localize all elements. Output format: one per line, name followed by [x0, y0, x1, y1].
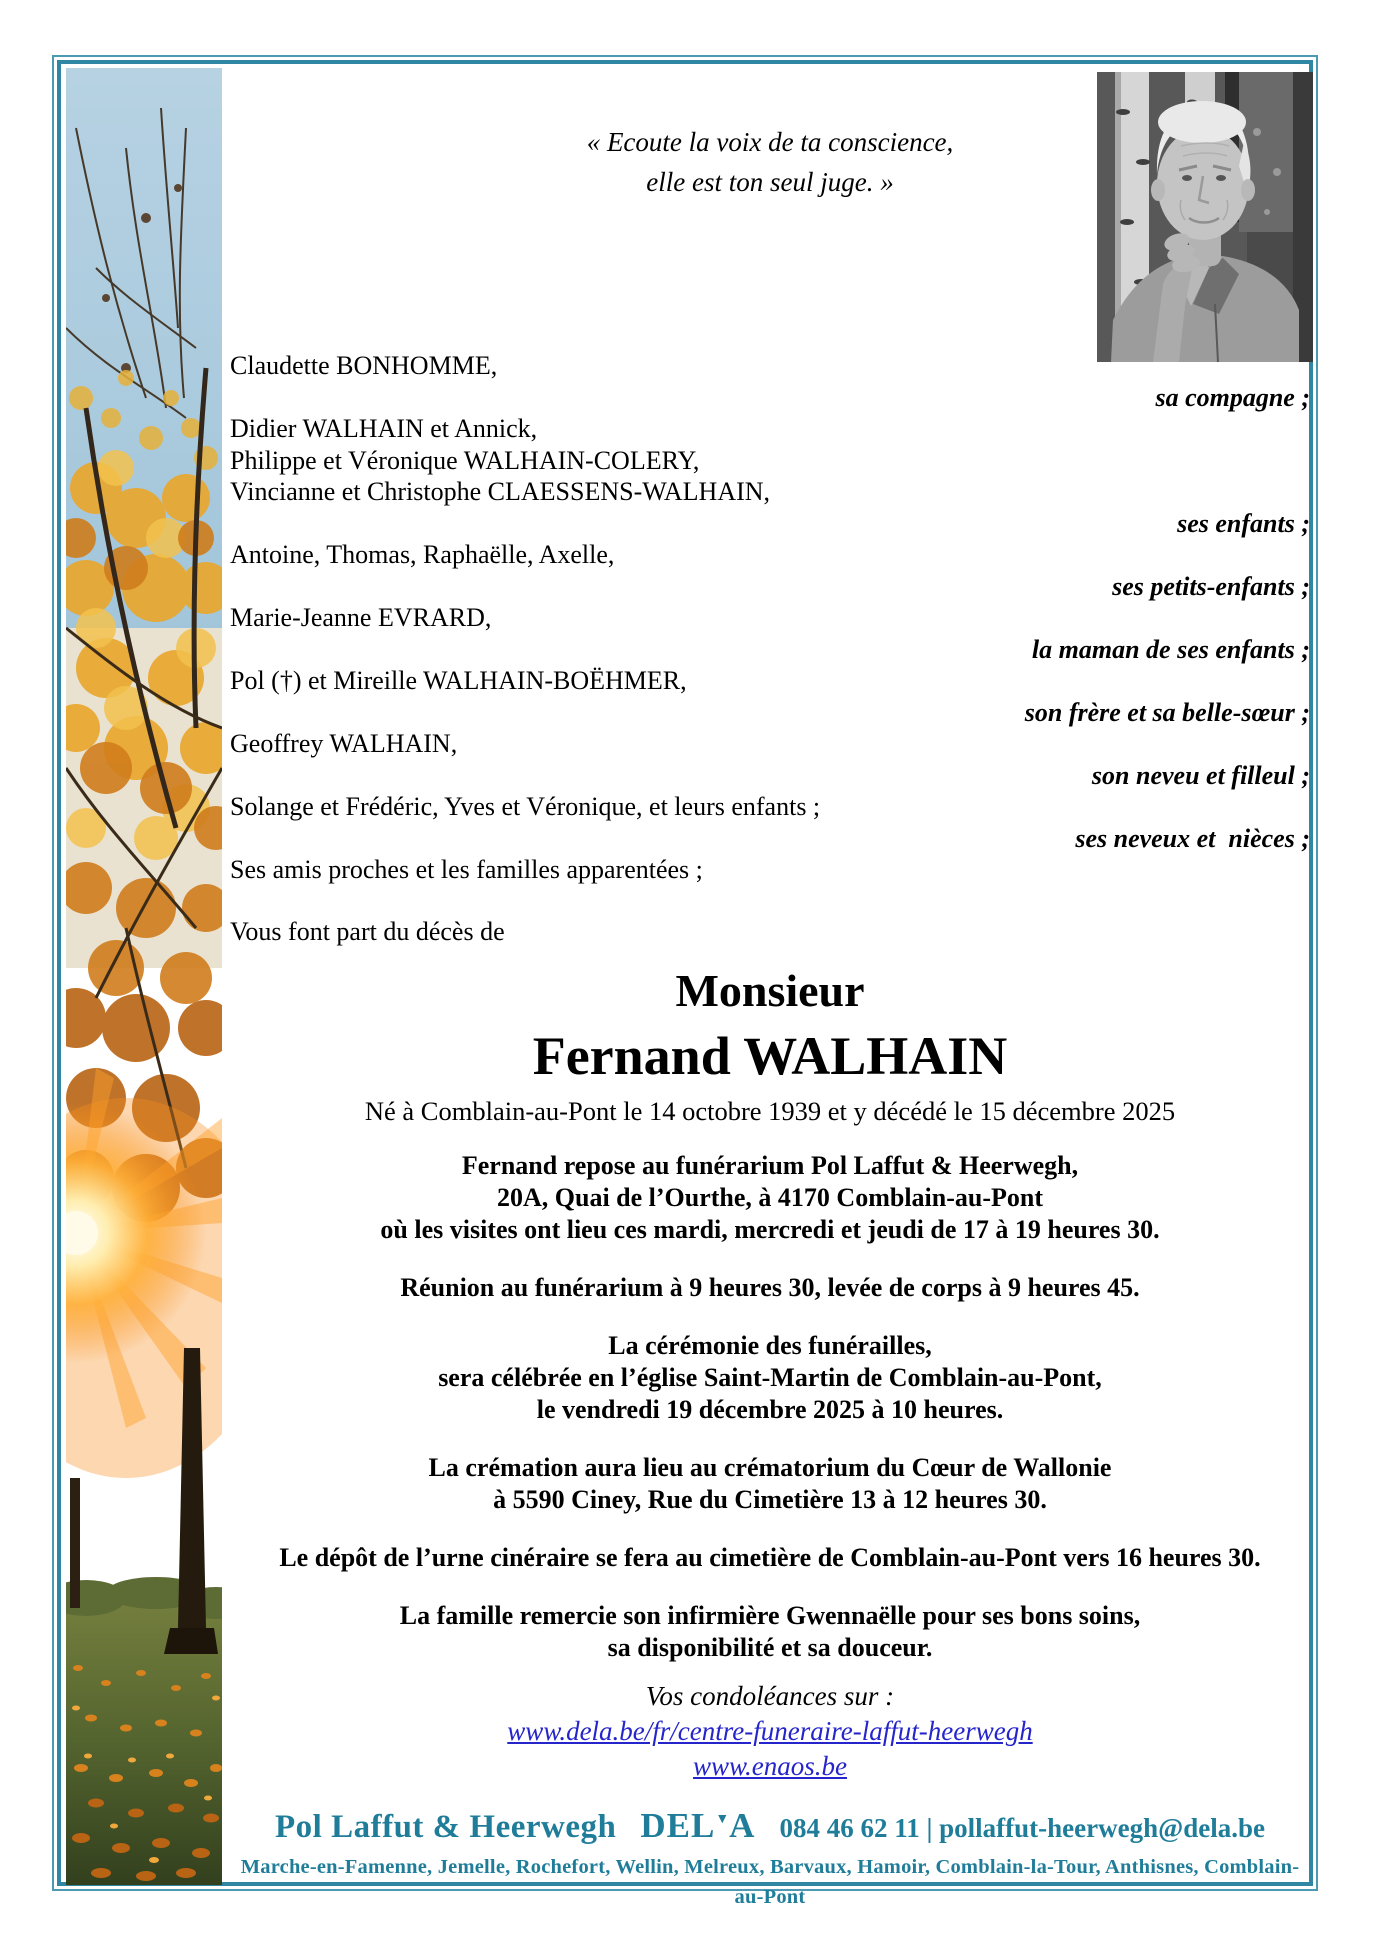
mourner-name: Marie-Jeanne EVRARD,	[230, 603, 492, 632]
branch-towns-line: Marche-en-Famenne, Jemelle, Rochefort, Wellin, Melreux, Barvaux, Hamoir, Comblain-la-Tour, Anthisnes, Comblain-au-Pont	[240, 1856, 1300, 1908]
quote-line-1: « Ecoute la voix de ta conscience,	[586, 127, 954, 157]
arrangement-paragraph	[190, 1272, 1350, 1304]
arrangement-paragraph	[190, 1600, 1350, 1664]
mourner-name: Vincianne et Christophe CLAESSENS-WALHAIN,	[230, 477, 771, 506]
arrangement-line: Fernand repose au funérarium Pol Laffut & Heerwegh,	[461, 1151, 1079, 1180]
phone-and-email: 084 46 62 11 | pollaffut-heerwegh@dela.be	[779, 1813, 1265, 1843]
condolences-label: Vos condoléances sur :	[645, 1681, 895, 1711]
condolences-link-dela[interactable]: www.dela.be/fr/centre-funeraire-laffut-heerwegh	[507, 1716, 1033, 1746]
relation-label: ses neveux et nièces ;	[1075, 823, 1310, 853]
arrangement-line: sera célébrée en l’église Saint-Martin de Comblain-au-Pont,	[438, 1363, 1102, 1392]
funeral-home-name: Pol Laffut & Heerwegh	[275, 1809, 617, 1845]
mourner-name: Geoffrey WALHAIN,	[230, 729, 458, 758]
arrangement-line: Réunion au funérarium à 9 heures 30, levée de corps à 9 heures 45.	[400, 1273, 1140, 1302]
arrangement-paragraph	[190, 1452, 1350, 1516]
arrangements	[190, 1150, 1350, 1690]
dela-logo-mark: ▼	[715, 1812, 730, 1827]
portrait-photo-image	[1097, 72, 1313, 362]
relation-label: son frère et sa belle-sœur ;	[1024, 697, 1310, 727]
mourner-name: Claudette BONHOMME,	[230, 351, 498, 380]
arrangement-line: où les visites ont lieu ces mardi, mercredi et jeudi de 17 à 19 heures 30.	[380, 1215, 1160, 1244]
announcement-line: Vous font part du décès de	[230, 917, 505, 946]
mourner-name: Pol (†) et Mireille WALHAIN-BOËHMER,	[230, 666, 687, 695]
condolences-section	[222, 1678, 1318, 1784]
relation-label: ses enfants ;	[1177, 508, 1310, 538]
relation-label: ses petits-enfants ;	[1112, 571, 1310, 601]
arrangement-line: La crémation aura lieu au crématorium du Cœur de Wallonie	[428, 1453, 1112, 1482]
mourners-list	[222, 350, 1318, 886]
arrangement-line: à 5590 Ciney, Rue du Cimetière 13 à 12 heures 30.	[493, 1485, 1047, 1514]
arrangement-line: le vendredi 19 décembre 2025 à 10 heures.	[536, 1395, 1004, 1424]
mourner-name: Solange et Frédéric, Yves et Véronique, et leurs enfants ;	[230, 792, 821, 821]
arrangement-line: La cérémonie des funérailles,	[608, 1331, 932, 1360]
arrangement-line: 20A, Quai de l’Ourthe, à 4170 Comblain-au-Pont	[496, 1183, 1044, 1212]
deceased-life-dates: Né à Comblain-au-Pont le 14 octobre 1939 et y décédé le 15 décembre 2025	[364, 1096, 1176, 1126]
arrangement-line: La famille remercie son infirmière Gwennaëlle pour ses bons soins,	[399, 1601, 1141, 1630]
arrangement-line: Le dépôt de l’urne cinéraire se fera au cimetière de Comblain-au-Pont vers 16 heures 30.	[279, 1543, 1261, 1572]
arrangement-paragraph	[190, 1330, 1350, 1426]
arrangement-line: sa disponibilité et sa douceur.	[607, 1633, 933, 1662]
deceased-name: Fernand WALHAIN	[532, 1026, 1008, 1086]
arrangement-paragraph	[190, 1542, 1350, 1574]
deceased-title: Monsieur	[675, 965, 865, 1016]
relation-label: sa compagne ;	[1155, 382, 1310, 412]
arrangement-paragraph	[190, 1150, 1350, 1246]
relation-label: la maman de ses enfants ;	[1031, 634, 1310, 664]
portrait-photo	[1097, 72, 1313, 362]
funeral-home-logo-line	[240, 1806, 1300, 1846]
mourner-name: Philippe et Véronique WALHAIN-COLERY,	[230, 445, 700, 475]
condolences-link-enaos[interactable]: www.enaos.be	[693, 1751, 847, 1781]
relation-label: son neveu et filleul ;	[1091, 760, 1310, 790]
funeral-home-footer	[240, 1806, 1300, 1912]
mourner-name: Antoine, Thomas, Raphaëlle, Axelle,	[230, 540, 615, 569]
quote	[222, 122, 1318, 202]
dela-logo: DEL▼A	[640, 1806, 756, 1845]
quote-line-2: elle est ton seul juge. »	[646, 167, 894, 197]
mourner-name: Ses amis proches et les familles apparentées ;	[230, 855, 703, 884]
deceased-title-block	[222, 960, 1318, 1128]
mourner-name: Didier WALHAIN et Annick,	[230, 414, 538, 443]
